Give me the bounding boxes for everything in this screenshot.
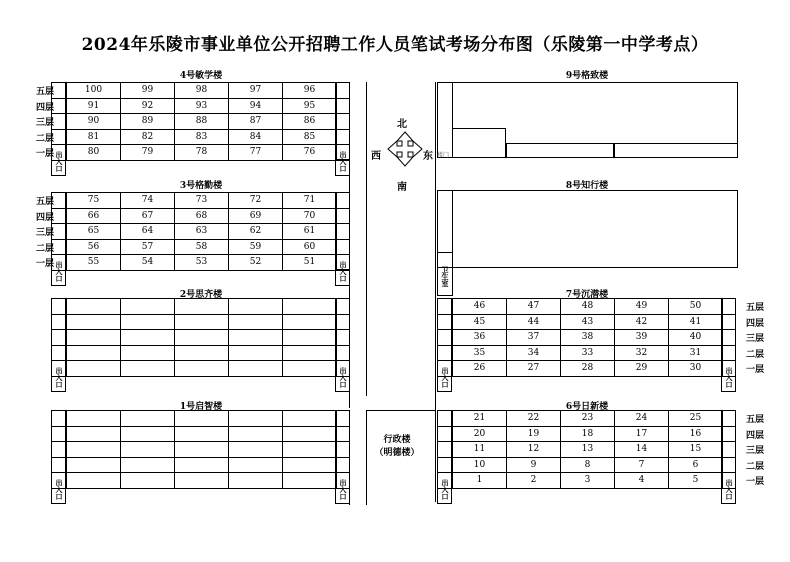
b3-title: 3号格勤楼 (179, 181, 223, 191)
stair-cell (437, 329, 452, 346)
floor-label: 二层 (746, 349, 765, 360)
exam-room-cell: 79 (120, 144, 175, 161)
stair-cell (721, 426, 736, 443)
stair-cell (51, 426, 66, 443)
stair-cell (51, 82, 66, 99)
exam-room-cell: 18 (560, 426, 615, 443)
exam-room-cell: 36 (452, 329, 507, 346)
exam-room-cell: 39 (614, 329, 669, 346)
compass-arrows-icon (387, 131, 423, 167)
exam-room-cell: 69 (228, 208, 283, 225)
exam-room-cell: 86 (282, 113, 337, 130)
exam-room-cell (120, 441, 175, 458)
exam-room-cell: 65 (66, 223, 121, 240)
exit-label: 出入口 (437, 472, 452, 504)
exam-room-cell: 96 (282, 82, 337, 99)
b7-title: 7号沉潜楼 (565, 290, 609, 300)
b4-side (335, 82, 350, 160)
exam-room-cell: 11 (452, 441, 507, 458)
stair-cell (51, 239, 66, 256)
floor-label: 五层 (746, 415, 765, 425)
b9-stair (437, 82, 453, 158)
stair-cell (335, 457, 350, 474)
exam-room-cell (66, 410, 121, 427)
exam-room-cell: 52 (228, 254, 283, 271)
stair-cell (51, 314, 66, 331)
floor-label: 二层 (36, 133, 55, 144)
gate-label: 楼门 (437, 152, 450, 159)
floor-label: 三层 (36, 118, 55, 128)
exam-room-cell: 13 (560, 441, 615, 458)
exam-room-cell: 42 (614, 314, 669, 331)
exam-room-cell: 81 (66, 129, 121, 146)
exit-label: 出入口 (721, 360, 736, 392)
exam-room-cell (282, 345, 337, 362)
exam-room-cell (174, 457, 229, 474)
exam-room-cell (174, 410, 229, 427)
exam-room-cell: 4 (614, 472, 669, 489)
exit-label: 出入口 (51, 144, 66, 176)
stair-cell (335, 314, 350, 331)
exam-room-cell (120, 472, 175, 489)
exam-room-cell: 12 (506, 441, 561, 458)
exam-room-cell (228, 426, 283, 443)
exam-room-cell: 98 (174, 82, 229, 99)
exam-room-cell (174, 298, 229, 315)
stair-cell (721, 345, 736, 362)
exit-label: 出入口 (335, 144, 350, 176)
exam-room-cell: 53 (174, 254, 229, 271)
exam-room-cell (66, 329, 121, 346)
exam-room-cell (66, 426, 121, 443)
exam-room-cell: 64 (120, 223, 175, 240)
exam-room-cell: 30 (668, 360, 723, 377)
road-line (349, 410, 350, 505)
exam-room-cell: 23 (560, 410, 615, 427)
road-line (366, 298, 367, 396)
exam-room-cell (120, 426, 175, 443)
exam-room-cell (120, 345, 175, 362)
stair-cell (51, 329, 66, 346)
b9-title: 9号格致楼 (565, 71, 609, 81)
exit-label: 出入口 (51, 472, 66, 504)
exam-room-cell: 87 (228, 113, 283, 130)
compass-south: 南 (397, 182, 407, 193)
exam-room-cell: 99 (120, 82, 175, 99)
exit-label: 出入口 (335, 254, 350, 286)
exam-room-cell: 43 (560, 314, 615, 331)
road-line (349, 298, 350, 408)
exam-room-cell: 47 (506, 298, 561, 315)
stair-cell (51, 345, 66, 362)
stair-cell (51, 129, 66, 146)
road-line (366, 82, 367, 302)
stair-cell (51, 457, 66, 474)
stair-cell (437, 426, 452, 443)
b6-title: 6号日新楼 (565, 402, 609, 412)
exam-room-cell: 45 (452, 314, 507, 331)
exam-room-cell: 61 (282, 223, 337, 240)
exam-room-cell (282, 329, 337, 346)
exam-room-cell: 7 (614, 457, 669, 474)
exam-room-cell: 83 (174, 129, 229, 146)
b3-side (335, 192, 350, 270)
exam-room-cell (228, 472, 283, 489)
exam-room-cell: 94 (228, 98, 283, 115)
b4-title: 4号敏学楼 (179, 71, 223, 81)
exam-room-cell: 25 (668, 410, 723, 427)
exam-room-cell: 14 (614, 441, 669, 458)
floor-label: 一层 (36, 149, 55, 159)
exam-room-cell: 51 (282, 254, 337, 271)
exam-room-cell: 31 (668, 345, 723, 362)
exam-room-cell: 34 (506, 345, 561, 362)
exam-room-cell: 82 (120, 129, 175, 146)
compass-west: 西 (371, 151, 381, 162)
exam-room-cell: 28 (560, 360, 615, 377)
exam-room-cell (120, 314, 175, 331)
stair-cell (51, 98, 66, 115)
floor-label: 二层 (746, 461, 765, 472)
exam-room-cell: 84 (228, 129, 283, 146)
floor-label: 二层 (36, 243, 55, 254)
exam-room-cell: 89 (120, 113, 175, 130)
b2-title: 2号思齐楼 (179, 290, 223, 300)
stair-cell (335, 345, 350, 362)
exam-room-cell (120, 298, 175, 315)
floor-label: 三层 (746, 334, 765, 344)
exam-room-cell: 80 (66, 144, 121, 161)
exam-room-cell: 50 (668, 298, 723, 315)
stair-cell (335, 441, 350, 458)
exam-room-cell (228, 457, 283, 474)
stair-cell (437, 314, 452, 331)
b9-wing (506, 143, 614, 158)
clinic-label: 卫生室 (437, 252, 453, 296)
exam-room-cell: 85 (282, 129, 337, 146)
exam-room-cell: 71 (282, 192, 337, 209)
exit-label: 出入口 (721, 472, 736, 504)
exam-room-cell: 17 (614, 426, 669, 443)
exam-room-cell: 44 (506, 314, 561, 331)
exam-room-cell (66, 345, 121, 362)
stair-cell (51, 410, 66, 427)
exam-room-cell (120, 410, 175, 427)
exam-room-cell: 32 (614, 345, 669, 362)
exam-room-cell: 40 (668, 329, 723, 346)
exam-room-cell: 75 (66, 192, 121, 209)
exit-label: 出入口 (51, 254, 66, 286)
stair-cell (721, 298, 736, 315)
exam-room-cell: 67 (120, 208, 175, 225)
exam-room-cell: 27 (506, 360, 561, 377)
exam-room-cell: 9 (506, 457, 561, 474)
exam-room-cell (66, 472, 121, 489)
exam-room-cell: 70 (282, 208, 337, 225)
exam-room-cell: 57 (120, 239, 175, 256)
exam-room-cell (120, 360, 175, 377)
exam-room-cell (282, 441, 337, 458)
exam-room-cell: 41 (668, 314, 723, 331)
exam-room-cell (174, 472, 229, 489)
exam-room-cell (228, 329, 283, 346)
exam-room-cell: 54 (120, 254, 175, 271)
exam-room-cell (174, 329, 229, 346)
floor-label: 四层 (746, 430, 765, 441)
exam-room-cell: 22 (506, 410, 561, 427)
exam-room-cell (66, 441, 121, 458)
stair-cell (335, 298, 350, 315)
exam-room-cell (228, 345, 283, 362)
exam-room-cell: 3 (560, 472, 615, 489)
exam-room-cell: 46 (452, 298, 507, 315)
exam-room-cell: 93 (174, 98, 229, 115)
page-title: 2024年乐陵市事业单位公开招聘工作人员笔试考场分布图（乐陵第一中学考点） (81, 35, 709, 55)
exam-room-cell (66, 457, 121, 474)
exam-room-cell (174, 314, 229, 331)
exam-room-cell: 59 (228, 239, 283, 256)
exam-room-cell: 88 (174, 113, 229, 130)
stair-cell (437, 457, 452, 474)
stair-cell (335, 426, 350, 443)
b8-title: 8号知行楼 (565, 181, 609, 191)
exam-room-cell: 74 (120, 192, 175, 209)
floor-label: 五层 (36, 87, 55, 97)
exam-room-cell: 77 (228, 144, 283, 161)
exam-room-cell: 63 (174, 223, 229, 240)
stair-cell (51, 113, 66, 130)
stair-cell (437, 410, 452, 427)
exam-room-cell: 100 (66, 82, 121, 99)
b9-wing (452, 128, 506, 158)
exam-room-cell (174, 345, 229, 362)
exam-room-cell: 76 (282, 144, 337, 161)
exam-room-cell (228, 298, 283, 315)
exam-room-cell: 33 (560, 345, 615, 362)
exam-room-cell: 24 (614, 410, 669, 427)
exam-room-cell (174, 426, 229, 443)
b1-title: 1号启智楼 (179, 402, 223, 412)
floor-label: 四层 (746, 318, 765, 329)
exit-label: 出入口 (335, 360, 350, 392)
exam-room-cell: 38 (560, 329, 615, 346)
exit-label: 出入口 (51, 360, 66, 392)
exam-room-cell: 10 (452, 457, 507, 474)
floor-label: 一层 (746, 477, 765, 487)
exit-label: 出入口 (437, 360, 452, 392)
exam-room-cell: 73 (174, 192, 229, 209)
exam-room-cell: 8 (560, 457, 615, 474)
exam-room-cell: 56 (66, 239, 121, 256)
stair-cell (721, 441, 736, 458)
road-line (366, 410, 436, 411)
exam-room-cell: 5 (668, 472, 723, 489)
stair-cell (721, 457, 736, 474)
exam-room-cell (228, 441, 283, 458)
exam-room-cell: 35 (452, 345, 507, 362)
exam-room-cell (228, 360, 283, 377)
exam-room-cell: 15 (668, 441, 723, 458)
exam-room-cell: 16 (668, 426, 723, 443)
exam-room-cell (120, 329, 175, 346)
stair-cell (721, 329, 736, 346)
exit-label: 出入口 (335, 472, 350, 504)
exam-room-cell (120, 457, 175, 474)
exam-room-cell: 55 (66, 254, 121, 271)
exam-room-cell (228, 314, 283, 331)
stair-cell (335, 410, 350, 427)
exam-room-cell: 97 (228, 82, 283, 99)
exam-room-cell: 95 (282, 98, 337, 115)
exam-room-cell (282, 472, 337, 489)
exam-room-cell (282, 410, 337, 427)
exam-room-cell (66, 298, 121, 315)
exam-room-cell (66, 314, 121, 331)
exam-room-cell (174, 360, 229, 377)
exam-room-cell (282, 457, 337, 474)
exam-room-cell: 2 (506, 472, 561, 489)
exam-room-cell: 48 (560, 298, 615, 315)
exam-room-cell (282, 298, 337, 315)
exam-room-cell: 66 (66, 208, 121, 225)
compass-east: 东 (423, 151, 433, 162)
floor-label: 一层 (746, 365, 765, 375)
exam-room-cell (174, 441, 229, 458)
exam-room-cell: 90 (66, 113, 121, 130)
stair-cell (721, 410, 736, 427)
exam-room-cell (282, 426, 337, 443)
exam-room-cell: 72 (228, 192, 283, 209)
exam-room-cell: 92 (120, 98, 175, 115)
exam-room-cell: 19 (506, 426, 561, 443)
stair-cell (335, 329, 350, 346)
stair-cell (437, 345, 452, 362)
admin-building-name: 行政楼 (383, 435, 411, 445)
floor-label: 三层 (746, 446, 765, 456)
exam-room-cell: 58 (174, 239, 229, 256)
stair-cell (51, 223, 66, 240)
exam-room-cell: 62 (228, 223, 283, 240)
floor-label: 四层 (36, 102, 55, 113)
floor-label: 四层 (36, 212, 55, 223)
exam-room-cell: 6 (668, 457, 723, 474)
exam-room-cell: 26 (452, 360, 507, 377)
exam-room-cell: 91 (66, 98, 121, 115)
exam-room-cell: 1 (452, 472, 507, 489)
b9-wing (614, 143, 738, 158)
stair-cell (51, 208, 66, 225)
compass-north: 北 (397, 119, 407, 130)
exam-room-cell: 29 (614, 360, 669, 377)
stair-cell (51, 441, 66, 458)
floor-label: 五层 (36, 197, 55, 207)
exam-room-cell: 78 (174, 144, 229, 161)
floor-label: 三层 (36, 228, 55, 238)
exam-room-cell: 68 (174, 208, 229, 225)
floor-label: 一层 (36, 259, 55, 269)
exam-room-cell (66, 360, 121, 377)
stair-cell (51, 298, 66, 315)
stair-cell (437, 441, 452, 458)
floor-label: 五层 (746, 303, 765, 313)
exam-room-cell (228, 410, 283, 427)
stair-cell (51, 192, 66, 209)
road-line (435, 82, 436, 502)
exam-room-cell: 49 (614, 298, 669, 315)
exam-room-cell (282, 360, 337, 377)
stair-cell (721, 314, 736, 331)
exam-room-cell: 37 (506, 329, 561, 346)
admin-building-sub: （明德楼） (374, 448, 420, 458)
exam-room-cell (282, 314, 337, 331)
stair-cell (437, 298, 452, 315)
b8-outline (452, 190, 738, 268)
exam-room-cell: 60 (282, 239, 337, 256)
exam-room-cell: 21 (452, 410, 507, 427)
exam-room-cell: 20 (452, 426, 507, 443)
